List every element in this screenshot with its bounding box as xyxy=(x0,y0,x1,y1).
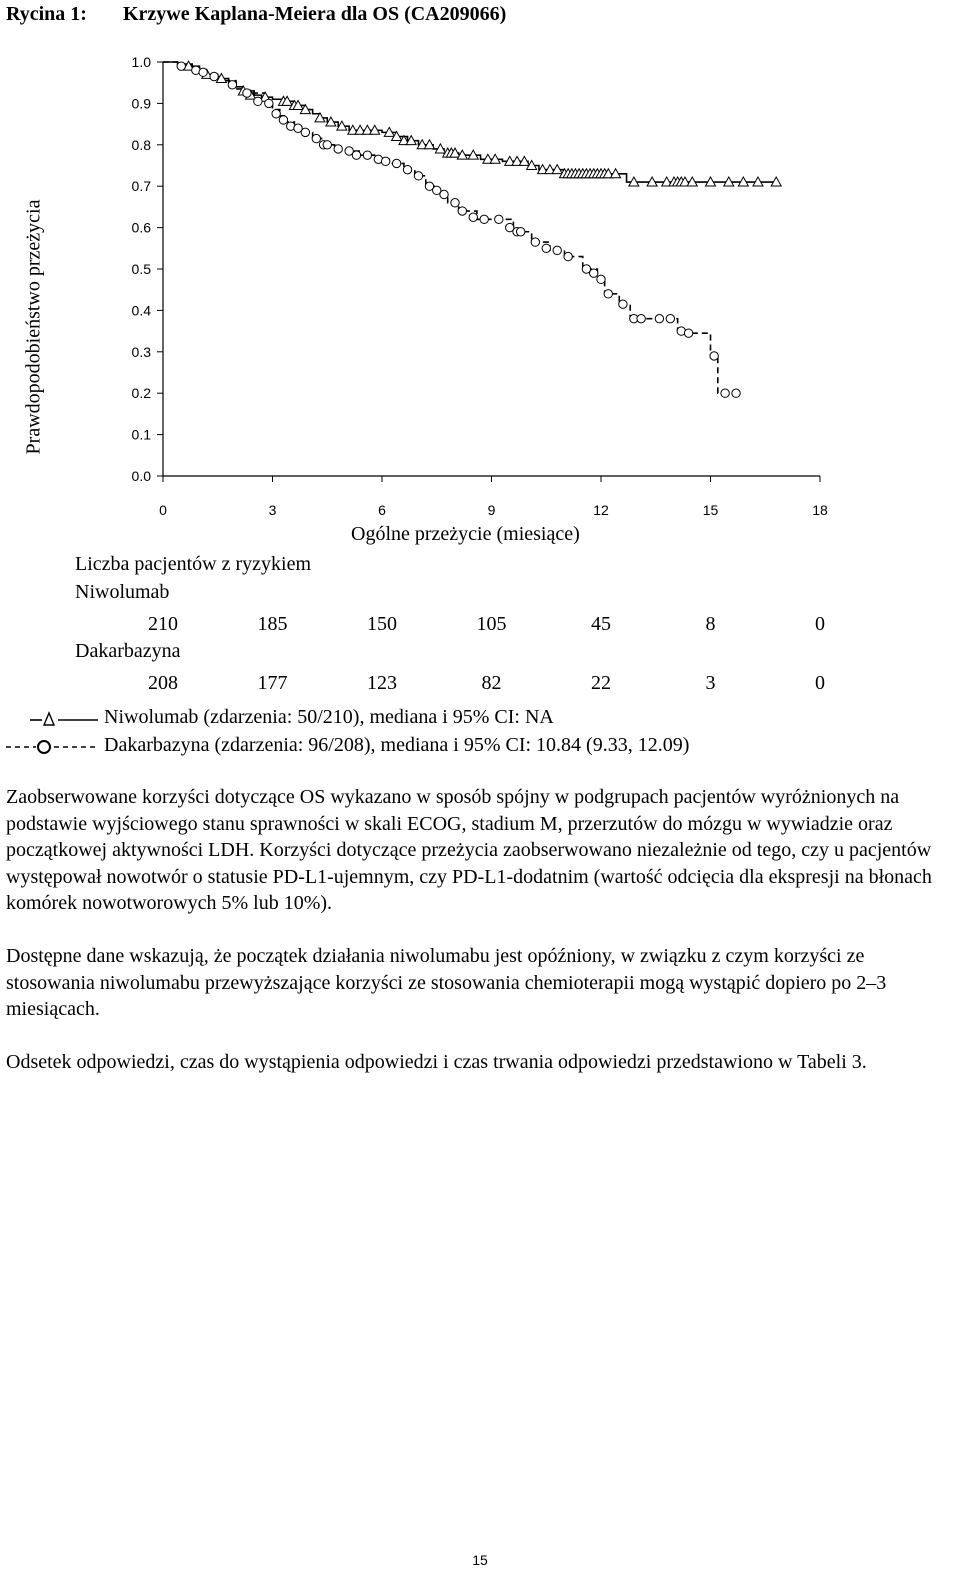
km-chart xyxy=(0,0,960,530)
censor-circle-marker xyxy=(655,314,663,322)
censor-circle-marker xyxy=(228,81,236,89)
censor-circle-marker xyxy=(590,269,598,277)
x-tick-label: 0 xyxy=(159,502,167,518)
censor-circle-marker xyxy=(480,215,488,223)
x-axis-label: Ogólne przeżycie (miesiące) xyxy=(351,523,580,545)
y-tick-label: 0.4 xyxy=(131,302,151,319)
censor-circle-marker xyxy=(210,72,218,80)
y-tick-label: 0.3 xyxy=(131,343,151,360)
censor-circle-marker xyxy=(279,116,287,124)
censor-circle-marker xyxy=(414,172,422,180)
risk-count-cell: 123 xyxy=(367,672,397,694)
y-tick-label: 0.5 xyxy=(131,261,151,277)
paragraph-1-text: Zaobserwowane korzyści dotyczące OS wykazano w sposób spójny w podgrupach pacjentów wyróżnionych na podstawie wyjściowego stanu sprawności w skali ECOG, stadium M, przerzutów do mózgu w wywiadzie oraz początkowej aktywności LDH. Korzyści dotyczące przeżycia zaobserwowano niezależnie od tego, czy u pacjentów występował nowotwór o statusie PD-L1-ujemnym, czy PD-L1-dodatnim (wartość odcięcia dla ekspresji na błonach komórek nowotworowych 5% lub 10%). xyxy=(6,786,932,914)
y-tick-label: 0.6 xyxy=(131,219,151,236)
chart-axes xyxy=(132,54,828,518)
censor-circle-marker xyxy=(553,246,561,254)
y-tick-label: 0.9 xyxy=(131,95,151,112)
risk-count-cell: 177 xyxy=(257,672,288,694)
y-tick-label: 1.0 xyxy=(131,54,151,70)
x-tick-label: 18 xyxy=(812,502,828,518)
risk-count-cell: 3 xyxy=(705,672,716,694)
censor-circle-marker xyxy=(564,252,572,260)
x-tick-label: 12 xyxy=(593,502,609,518)
paragraph-3 xyxy=(6,1049,956,1076)
legend-niwolumab-symbol xyxy=(6,707,101,735)
censor-circle-marker xyxy=(495,215,503,223)
censor-circle-marker xyxy=(323,141,331,149)
x-tick-label: 3 xyxy=(268,502,277,518)
censor-circle-marker xyxy=(732,389,740,397)
figure-title: Krzywe Kaplana-Meiera dla OS (CA209066) xyxy=(123,3,507,25)
censor-circle-marker xyxy=(531,238,539,246)
paragraph-2 xyxy=(6,943,956,1023)
risk-table-title: Liczba pacjentów z ryzykiem xyxy=(75,553,311,575)
legend-dakarbazyna-text: Dakarbazyna (zdarzenia: 96/208), mediana i 95% CI: 10.84 (9.33, 12.09) xyxy=(104,734,690,756)
censor-circle-marker xyxy=(721,389,729,397)
risk-count-cell: 22 xyxy=(591,672,611,694)
censor-circle-marker xyxy=(265,99,273,107)
risk-count-cell: 8 xyxy=(705,613,716,635)
y-tick-label: 0.8 xyxy=(131,136,151,153)
page-number: 15 xyxy=(472,1552,488,1568)
censor-circle-marker xyxy=(637,314,645,322)
censor-circle-marker xyxy=(199,68,207,76)
km-curve-niwolumab xyxy=(163,62,776,182)
censor-circle-marker xyxy=(392,159,400,167)
censor-circle-marker xyxy=(619,300,627,308)
risk-count-cell: 185 xyxy=(257,613,288,635)
censor-circle-marker xyxy=(334,145,342,153)
paragraph-3-text: Odsetek odpowiedzi, czas do wystąpienia odpowiedzi i czas trwania odpowiedzi przedstawiono w Tabeli 3. xyxy=(6,1051,867,1073)
paragraph-1 xyxy=(6,784,956,917)
risk-count-cell: 0 xyxy=(815,672,825,694)
risk-group-dakarbazyna: Dakarbazyna xyxy=(75,640,181,662)
y-tick-label: 0.1 xyxy=(131,426,151,443)
censor-circle-marker xyxy=(517,228,525,236)
x-tick-label: 15 xyxy=(702,502,719,518)
censor-circle-marker xyxy=(381,157,389,165)
censor-circle-marker xyxy=(710,352,718,360)
censor-circle-marker xyxy=(469,213,477,221)
censor-circle-marker xyxy=(458,207,466,215)
legend-circle-dash-icon xyxy=(6,735,101,757)
risk-count-cell: 45 xyxy=(591,613,611,635)
paragraph-2-text: Dostępne dane wskazują, że początek działania niwolumabu jest opóźniony, w związku z czym korzyści ze stosowania niwolumabu przewyższające korzyści ze stosowania chemioterapii mogą wystąpić dopiero po 2–3 miesiącach. xyxy=(6,945,887,1020)
censor-circle-marker xyxy=(604,290,612,298)
y-tick-label: 0.7 xyxy=(131,178,151,195)
y-tick-label: 0.0 xyxy=(131,468,151,484)
censor-circle-marker xyxy=(352,151,360,159)
risk-count-cell: 82 xyxy=(481,672,502,694)
risk-count-cell: 105 xyxy=(476,613,507,635)
censor-circle-marker xyxy=(451,199,459,207)
chart-curves xyxy=(163,62,776,393)
chart-markers xyxy=(177,61,781,397)
censor-circle-marker xyxy=(243,89,251,97)
legend-triangle-line-icon xyxy=(6,707,101,729)
risk-count-cell: 150 xyxy=(367,613,397,635)
censor-circle-marker xyxy=(684,329,692,337)
censor-circle-marker xyxy=(312,134,320,142)
censor-circle-marker xyxy=(403,165,411,173)
x-tick-label: 9 xyxy=(487,502,496,518)
risk-group-niwolumab: Niwolumab xyxy=(75,581,170,603)
censor-circle-marker xyxy=(666,314,674,322)
risk-count-cell: 208 xyxy=(148,672,178,694)
censor-circle-marker xyxy=(542,244,550,252)
risk-count-cell: 210 xyxy=(148,613,178,635)
legend-niwolumab-text: Niwolumab (zdarzenia: 50/210), mediana i 95% CI: NA xyxy=(104,706,554,728)
risk-count-cell: 0 xyxy=(815,613,825,635)
x-tick-label: 6 xyxy=(378,502,386,518)
censor-circle-marker xyxy=(177,62,185,70)
censor-circle-marker xyxy=(254,97,262,105)
y-tick-label: 0.2 xyxy=(131,385,151,402)
figure-number: Rycina 1: xyxy=(6,3,87,25)
censor-circle-marker xyxy=(301,128,309,136)
km-curve-dakarbazyna xyxy=(163,62,736,393)
legend-dakarbazyna-symbol xyxy=(6,735,101,763)
censor-circle-marker xyxy=(363,151,371,159)
censor-circle-marker xyxy=(440,190,448,198)
censor-circle-marker xyxy=(597,275,605,283)
y-axis-label: Prawdopodobieństwo przeżycia xyxy=(22,199,45,455)
censor-circle-marker xyxy=(272,110,280,118)
